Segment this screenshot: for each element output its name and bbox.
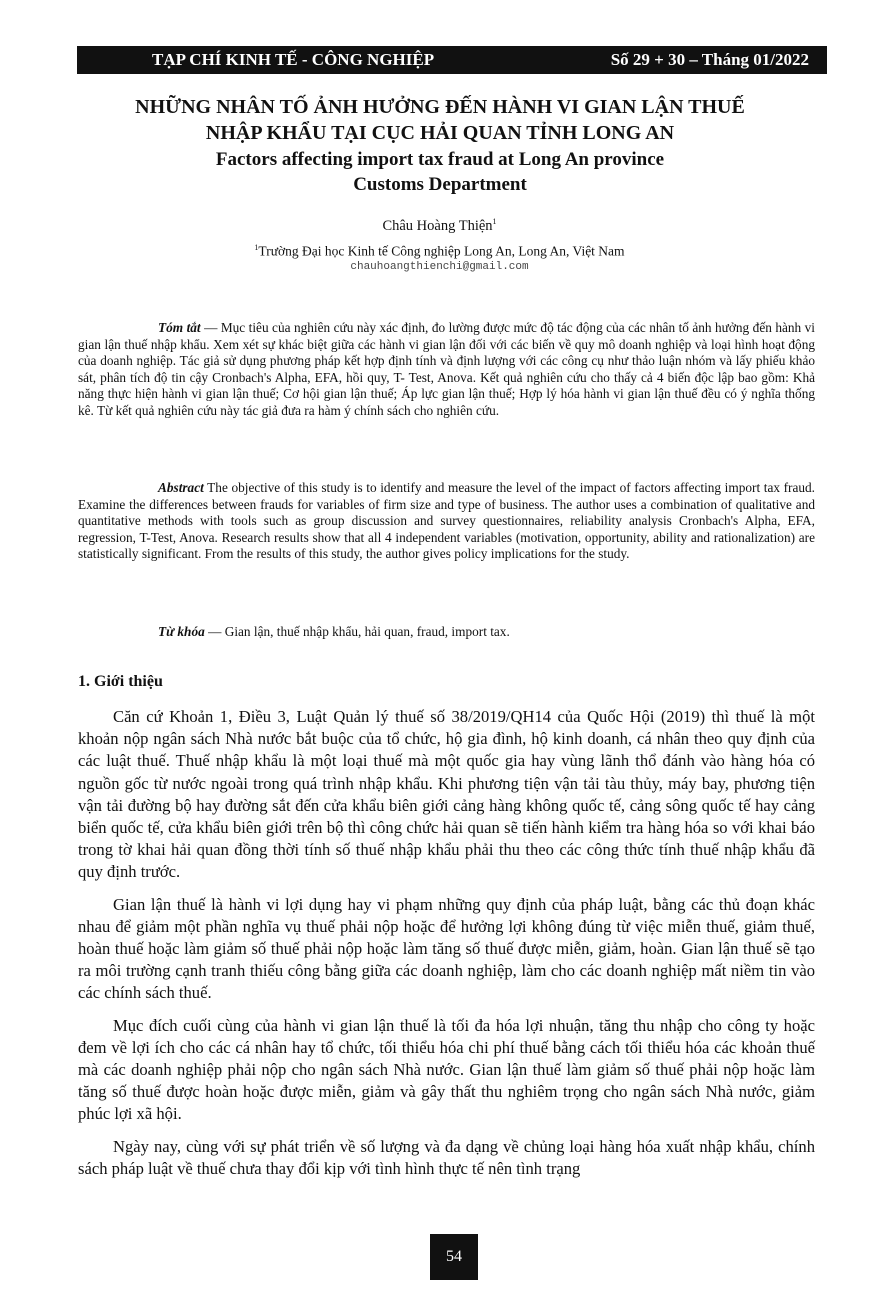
keywords-label: Từ khóa (158, 624, 205, 639)
journal-header-bar (77, 46, 827, 74)
paragraph: Ngày nay, cùng với sự phát triển về số lượng và đa dạng về chủng loại hàng hóa xuất nhập khẩu, chính sách pháp luật về thuế chưa thay đổi kịp với tình hình thực tế nên tình trạng (78, 1136, 815, 1178)
abstract-en-text: The objective of this study is to identify and measure the level of the impact of factors affecting import tax fraud. Examine the differences between frauds for variables of firm size and type of business. The author uses a combination of qualitative and quantitative methods with tools such as group discussion and survey questionnaires, reliability analysis Cronbach's Alpha, EFA, regression, T-Test, Anova. Research results show that all 4 independent variables (motivation, opportunity, ability and rationalization) are statistically significant. From the results of this study, the author gives policy implications for the study. (78, 480, 815, 562)
abstract-vietnamese (78, 320, 815, 420)
abstract-en-label: Abstract (158, 480, 204, 495)
title-vietnamese (60, 94, 820, 146)
author (0, 217, 879, 235)
paragraph: Mục đích cuối cùng của hành vi gian lận thuế là tối đa hóa lợi nhuận, tăng thu nhập cho công ty hoặc đem về lợi ích cho các cá nhân hay tổ chức, tối thiểu hóa chi phí thuế bằng cách tối thiểu hóa các khoản thuế mà các doanh nghiệp phải nộp cho ngân sách Nhà nước. Gian lận thuế làm giảm số thuế phải nộp hoặc làm tăng số thuế được hoàn hoặc được miễn, giảm và gây thất thu nghiêm trọng cho ngân sách Nhà nước, giảm phúc lợi xã hội. (78, 1015, 815, 1124)
abstract-vi-text: — Mục tiêu của nghiên cứu này xác định, đo lường được mức độ tác động của các nhân tố ảnh hưởng đến hành vi gian lận thuế nhập khẩu. Xem xét sự khác biệt giữa các hành vi gian lận đối với các biến về quy mô doanh nghiệp và loại hình hoạt động của doanh nghiệp. Tác giả sử dụng phương pháp kết hợp định tính và định lượng với các công cụ như thảo luận nhóm và lấy phiếu khảo sát, phân tích độ tin cậy Cronbach's Alpha, EFA, hồi quy, T- Test, Anova. Kết quả nghiên cứu cho thấy cả 4 biến độc lập bao gồm: Khả năng thực hiện hành vi gian lận thuế; Cơ hội gian lận thuế; Áp lực gian lận thuế; Hợp lý hóa hành vi gian lận thuế đều có ý nghĩa thống kê. Từ kết quả nghiên cứu này tác giả đưa ra hàm ý chính sách cho nghiên cứu. (78, 320, 815, 418)
paragraph: Căn cứ Khoản 1, Điều 3, Luật Quản lý thuế số 38/2019/QH14 của Quốc Hội (2019) thì thuế là một khoản nộp ngân sách Nhà nước bắt buộc của tổ chức, hộ gia đình, hộ kinh doanh, cá nhân theo quy định của các luật thuế. Thuế nhập khẩu là một loại thuế mà một quốc gia hay vùng lãnh thổ đánh vào hàng hóa có nguồn gốc từ nước ngoài trong quá trình nhập khẩu. Khi phương tiện vận tải tàu thủy, máy bay, phương tiện vận tải đường bộ hay đường sắt đến cửa khẩu biên giới cảng hàng không quốc tế, cảng sông quốc tế hay cảng biển quốc tế, cửa khẩu biên giới trên bộ thì công chức hải quan sẽ tiến hành kiểm tra hàng hóa so với khai báo trong tờ khai hải quan đồng thời tính số thuế nhập khẩu phải thu theo các công thức tính thuế nhập khẩu đã quy định trước. (78, 707, 815, 882)
section-body (78, 706, 815, 1190)
author-name: Châu Hoàng Thiện (382, 217, 493, 234)
affiliation-sup: 1 (254, 243, 259, 252)
keywords (78, 624, 815, 641)
title-en-line: Customs Department (353, 174, 527, 195)
title-vi-line: NHỮNG NHÂN TỐ ẢNH HƯỞNG ĐẾN HÀNH VI GIAN LẬN THUẾ (135, 96, 745, 118)
author-email[interactable]: chauhoangthienchi@gmail.com (350, 261, 529, 273)
keywords-text: — Gian lận, thuế nhập khẩu, hải quan, fraud, import tax. (204, 624, 510, 639)
issue-info: Số 29 + 30 – Tháng 01/2022 (610, 50, 809, 69)
title-english (60, 147, 820, 197)
title-vi-line: NHẬP KHẨU TẠI CỤC HẢI QUAN TỈNH LONG AN (205, 122, 675, 144)
affiliation (0, 243, 879, 260)
title-en-line: Factors affecting import tax fraud at Long An province (215, 149, 665, 170)
author-sup: 1 (492, 217, 497, 226)
journal-name: TẠP CHÍ KINH TẾ - CÔNG NGHIỆP (152, 50, 435, 69)
paragraph: Gian lận thuế là hành vi lợi dụng hay vi phạm những quy định của pháp luật, bằng các thủ đoạn khác nhau để giảm một phần nghĩa vụ thuế phải nộp hoặc để hưởng lợi không đúng từ việc miễn thuế, giảm thuế, hoàn thuế hoặc làm giảm số thuế phải nộp hoặc làm tăng số thuế được miễn, giảm, hoàn. Gian lận thuế sẽ tạo ra môi trường cạnh tranh thiếu công bằng giữa các doanh nghiệp, làm cho các doanh nghiệp mất niềm tin vào các chính sách thuế. (78, 894, 815, 1003)
page-number: 54 (430, 1234, 478, 1280)
abstract-english (78, 480, 815, 563)
affiliation-text: Trường Đại học Kinh tế Công nghiệp Long An, Long An, Việt Nam (258, 243, 625, 259)
section-heading: 1. Giới thiệu (78, 673, 163, 690)
abstract-vi-label: Tóm tắt (158, 320, 201, 335)
